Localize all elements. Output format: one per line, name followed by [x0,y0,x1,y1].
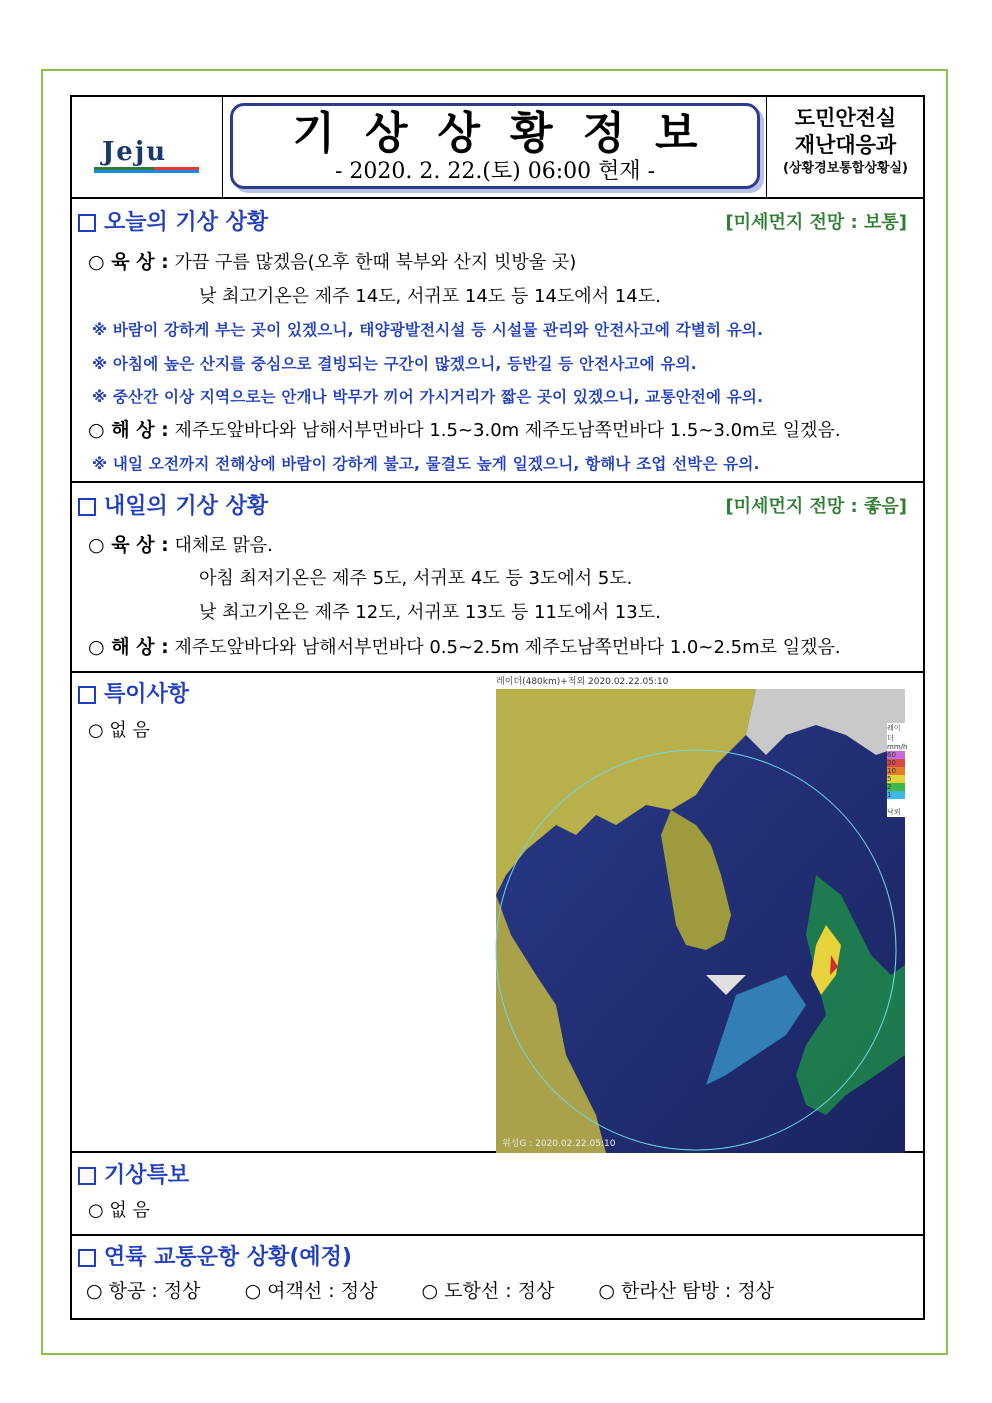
warning-section [72,1153,923,1236]
radar-footer: 위성G : 2020.02.22.05:10 [502,1139,616,1149]
warning-title: 기상특보 [78,1162,189,1190]
today-section [72,199,923,483]
department-name: 도민안전실 [794,106,897,130]
division-name: 재난대응과 [794,133,897,157]
report-header [72,97,923,199]
title-box [230,103,760,189]
report-date: - 2020. 2. 22.(토) 06:00 현재 - [334,159,656,184]
page-title: 기상상황정보 [292,108,728,159]
warning-item: ○ 없 음 [88,1200,150,1221]
radar-satellite-image [496,675,908,1153]
tomorrow-dust-forecast: [미세먼지 전망 : 좋음] [725,496,907,517]
weather-report [70,95,925,1320]
tomorrow-section [72,483,923,673]
today-land-row: ○ 육 상 : 가끔 구름 많겠음(오후 한때 북부와 산지 빗방울 곳) [88,251,577,273]
tomorrow-sea-row: ○ 해 상 : 제주도앞바다와 남해서부먼바다 0.5~2.5m 제주도남쪽먼바다 1.0~2.5m로 일겠음. [88,636,841,658]
special-item: ○ 없 음 [88,720,150,741]
checkbox-icon [78,498,96,516]
special-section [72,673,923,1153]
checkbox-icon [78,214,96,232]
jeju-logo: Jeju [102,137,168,167]
today-note-1: ※ 바람이 강하게 부는 곳이 있겠으니, 태양광발전시설 등 시설물 관리와 안전사고에 각별히 유의. [92,321,764,339]
traffic-status-row [86,1278,812,1304]
tomorrow-morning-temp: 아침 최저기온은 제주 5도, 서귀포 4도 등 3도에서 5도. [199,568,633,589]
today-title: 오늘의 기상 상황 [78,209,268,237]
traffic-section [72,1236,923,1318]
today-note-4: ※ 내일 오전까지 전해상에 바람이 강하게 불고, 물결도 높게 일겠으니, 항해나 조업 선박은 유의. [92,455,760,473]
today-note-2: ※ 아침에 높은 산지를 중심으로 결빙되는 구간이 많겠으니, 등반길 등 안전사고에 유의. [92,355,697,373]
ferry-status: ○ 여객선 : 정상 [244,1280,378,1302]
office-name: (상황경보통합상황실) [783,161,908,176]
checkbox-icon [78,686,96,704]
air-status: ○ 항공 : 정상 [86,1280,201,1302]
checkbox-icon [78,1249,96,1267]
today-land-temp: 낮 최고기온은 제주 14도, 서귀포 14도 등 14도에서 14도. [199,286,661,307]
radar-legend: 레이더 mm/h 60 30 10 5 2 1 낙뢰 [887,724,908,816]
today-dust-forecast: [미세먼지 전망 : 보통] [725,212,907,233]
island-ferry-status: ○ 도항선 : 정상 [421,1280,555,1302]
logo-cell [72,97,223,197]
tomorrow-land-row: ○ 육 상 : 대체로 맑음. [88,534,273,556]
special-title: 특이사항 [78,681,189,709]
tomorrow-day-temp: 낮 최고기온은 제주 12도, 서귀포 13도 등 11도에서 13도. [199,602,661,623]
traffic-title: 연륙 교통운항 상황(예정) [78,1244,352,1272]
radar-map-icon [496,675,908,1153]
today-sea-row: ○ 해 상 : 제주도앞바다와 남해서부먼바다 1.5~3.0m 제주도남쪽먼바다 1.5~3.0m로 일겠음. [88,419,841,441]
hallasan-status: ○ 한라산 탐방 : 정상 [598,1280,775,1302]
logo-wave-icon [94,167,199,173]
department-cell [766,97,924,197]
tomorrow-title: 내일의 기상 상황 [78,493,268,521]
checkbox-icon [78,1167,96,1185]
radar-header: 레이더(480km)+적외 2020.02.22.05:10 [496,675,905,689]
today-note-3: ※ 중산간 이상 지역으로는 안개나 박무가 끼어 가시거리가 짧은 곳이 있겠으니, 교통안전에 유의. [92,388,764,406]
